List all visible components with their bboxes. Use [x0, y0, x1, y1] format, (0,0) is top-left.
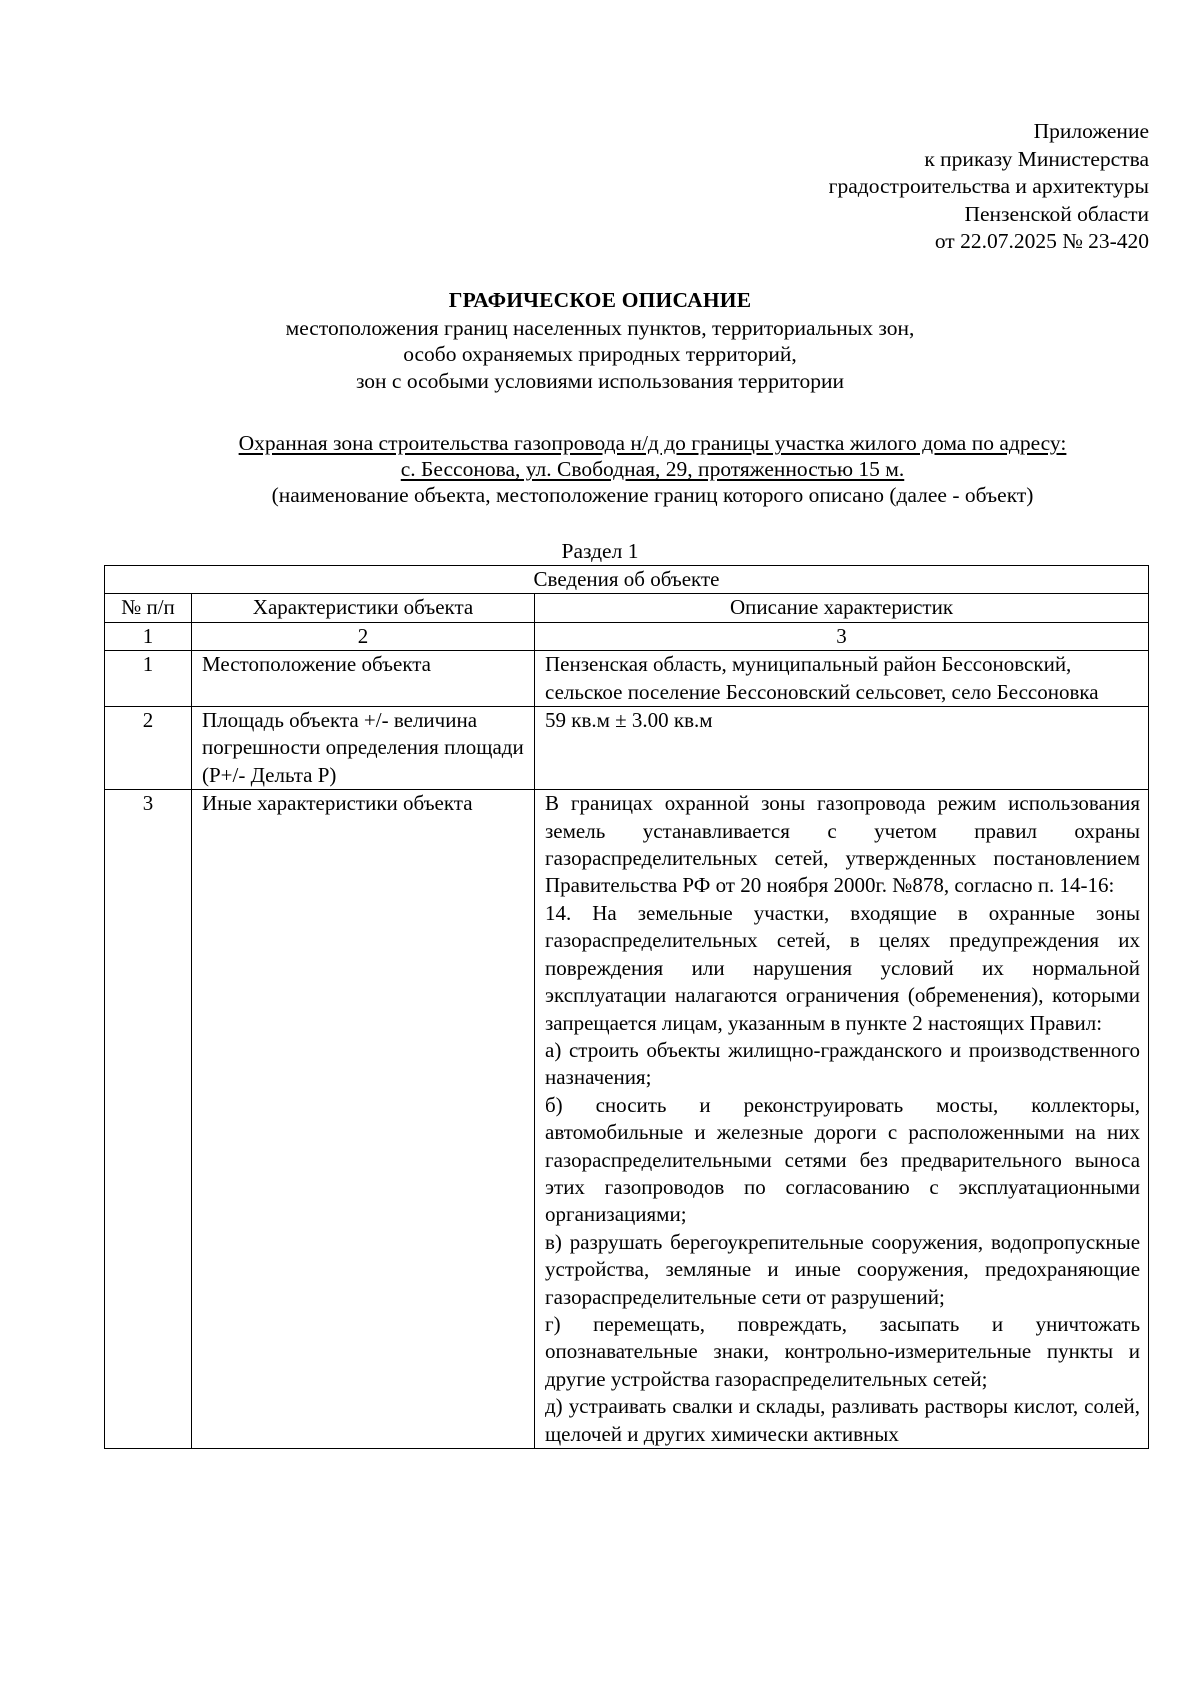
- description-paragraph: г) перемещать, повреждать, засыпать и уничтожать опознавательные знаки, контрольно-измерительные пункты и другие устройства газораспределительных сетей;: [545, 1311, 1141, 1391]
- description-paragraph: 14. На земельные участки, входящие в охранные зоны газораспределительных сетей, в целях предупреждения их повреждения или нарушения условий их нормальной эксплуатации налагаются ограничения (обременения), которыми запрещается лицам, указанным в пункте 2 настоящих Правил:: [545, 900, 1141, 1035]
- object-name-block: [160, 430, 1145, 508]
- description-paragraph: д) устраивать свалки и склады, разливать растворы кислот, солей, щелочей и других химически активных: [545, 1394, 1141, 1446]
- row-description: Пензенская область, муниципальный район Бессоновский, сельское поселение Бессоновский сельсовет, село Бессоновка: [535, 651, 1149, 707]
- description-paragraph: а) строить объекты жилищно-гражданского и производственного назначения;: [545, 1037, 1141, 1090]
- table-header-row: [105, 594, 1149, 622]
- subtitle-line: зон с особыми условиями использования территории: [355, 369, 845, 394]
- description-paragraph: б) сносить и реконструировать мосты, коллекторы, автомобильные и железные дороги с расположенными на них газораспределительными сетями без предварительного выноса этих газопроводов по согласованию с эксплуатационными организациями;: [545, 1092, 1141, 1227]
- appendix-line: от 22.07.2025 № 23-420: [934, 229, 1149, 254]
- row-description: 59 кв.м ± 3.00 кв.м: [535, 707, 1149, 790]
- row-description: [535, 790, 1149, 1449]
- column-number: 3: [535, 622, 1149, 650]
- row-number: 3: [105, 790, 192, 1449]
- appendix-line: Приложение: [1033, 119, 1149, 143]
- description-paragraph: В границах охранной зоны газопровода режим использования земель устанавливается с учетом правил охраны газораспределительных сетей, утвержденных постановлением Правительства РФ от 20 ноября 2000г. №878, согласно п. 14-16:: [545, 791, 1141, 898]
- column-number: 1: [105, 622, 192, 650]
- row-number: 2: [105, 707, 192, 790]
- row-number: 1: [105, 651, 192, 707]
- appendix-reference: [829, 118, 1149, 256]
- column-header: Описание характеристик: [535, 594, 1149, 622]
- column-header: Характеристики объекта: [192, 594, 535, 622]
- table-row: [105, 707, 1149, 790]
- row-characteristic: Местоположение объекта: [192, 651, 535, 707]
- document-subtitle: [100, 315, 1100, 395]
- table-column-number-row: [105, 622, 1149, 650]
- row-characteristic: Иные характеристики объекта: [192, 790, 535, 1449]
- subtitle-line: местоположения границ населенных пунктов, территориальных зон,: [285, 315, 915, 340]
- description-paragraph: в) разрушать берегоукрепительные сооружения, водопропускные устройства, земляные и иные сооружения, предохраняющие газораспределительные сети от разрушений;: [545, 1229, 1141, 1309]
- table-title-row: [105, 566, 1149, 594]
- appendix-line: к приказу Министерства: [924, 146, 1149, 171]
- object-name-note: (наименование объекта, местоположение границ которого описано (далее - объект): [271, 483, 1034, 507]
- table-title: Сведения об объекте: [105, 566, 1149, 594]
- subtitle-line: особо охраняемых природных территорий,: [403, 342, 797, 367]
- table-row: [105, 790, 1149, 1449]
- column-number: 2: [192, 622, 535, 650]
- row-characteristic: Площадь объекта +/- величина погрешности определения площади (P+/- Дельта P): [192, 707, 535, 790]
- object-info-table: [104, 565, 1149, 1449]
- appendix-line: Пензенской области: [964, 201, 1149, 226]
- section-label: Раздел 1: [561, 539, 639, 563]
- object-name-line: Охранная зона строительства газопровода н/д до границы участка жилого дома по адресу:: [238, 431, 1067, 455]
- appendix-line: градостроительства и архитектуры: [828, 174, 1149, 199]
- table-row: [105, 651, 1149, 707]
- document-title: ГРАФИЧЕСКОЕ ОПИСАНИЕ: [448, 288, 752, 312]
- object-name-line: с. Бессонова, ул. Свободная, 29, протяженностью 15 м.: [400, 457, 905, 481]
- title-block: [100, 287, 1100, 395]
- column-header: № п/п: [105, 594, 192, 622]
